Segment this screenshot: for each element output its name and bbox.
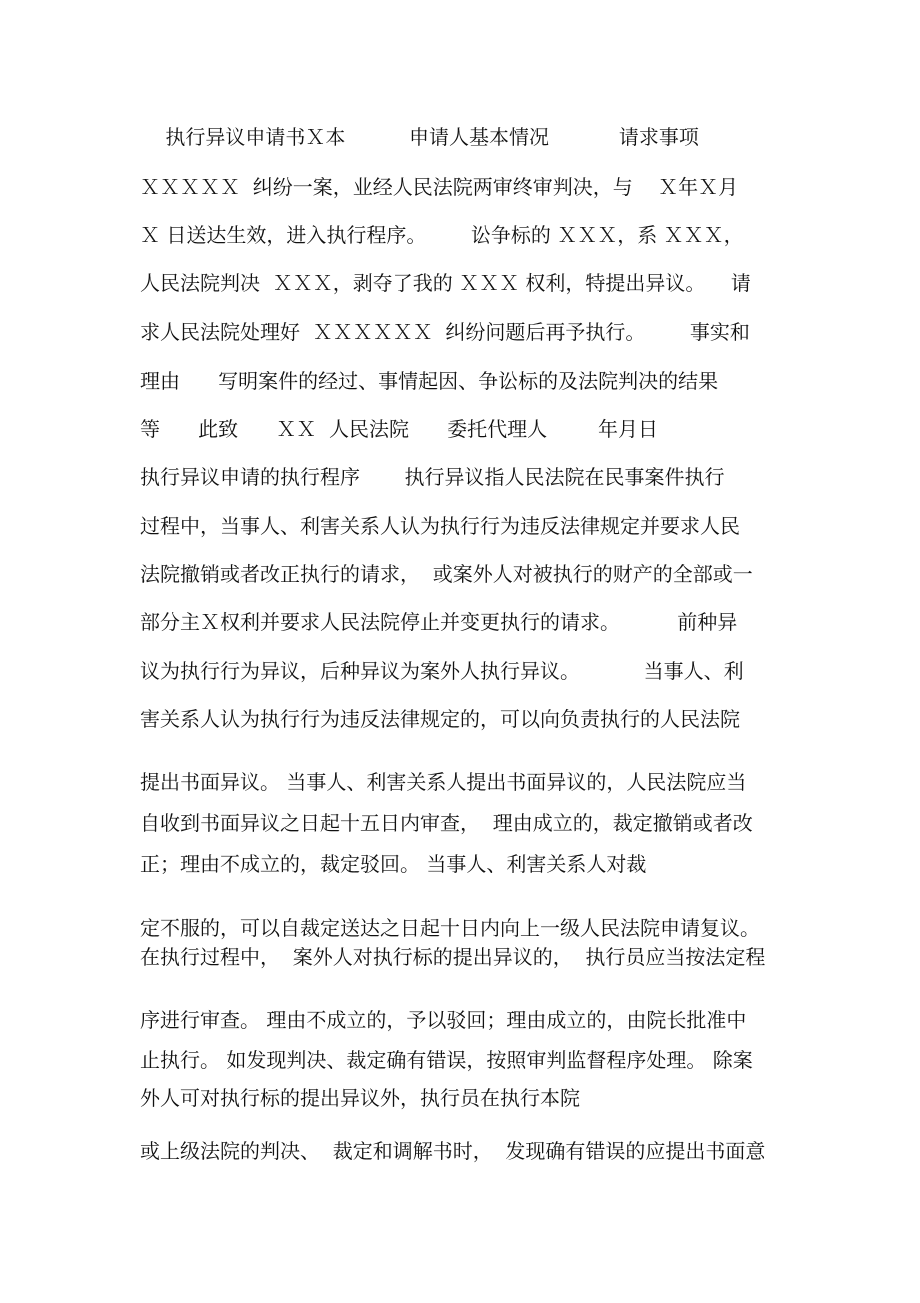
text-line: Ｘ 日送达生效，进入执行程序。 讼争标的 ＸＸＸ，系 ＸＸＸ，	[140, 223, 744, 247]
text-line: 人民法院判决 ＸＸＸ，剥夺了我的 ＸＸＸ 权利，特提出异议。 请	[140, 271, 751, 295]
text-line: 在执行过程中， 案外人对执行标的提出异议的， 执行员应当按法定程	[140, 945, 766, 969]
text-line: 外人可对执行标的提出异议外，执行员在执行本院	[140, 1086, 580, 1110]
text-line: 执行异议申请的执行程序 执行异议指人民法院在民事案件执行	[140, 465, 725, 489]
text-line: ＸＸＸＸＸ 纠纷一案，业经人民法院两审终审判决，与 Ｘ年Ｘ月	[140, 175, 739, 199]
text-line: 法院撤销或者改正执行的请求， 或案外人对被执行的财产的全部或一	[140, 562, 753, 586]
text-line: 或上级法院的判决、 裁定和调解书时， 发现确有错误的应提出书面意	[140, 1139, 766, 1163]
text-line: 过程中，当事人、利害关系人认为执行行为违反法律规定并要求人民	[140, 514, 740, 538]
text-line: 理由 写明案件的经过、事情起因、争讼标的及法院判决的结果	[140, 369, 719, 393]
text-line: 求人民法院处理好 ＸＸＸＸＸＸ 纠纷问题后再予执行。 事实和	[140, 320, 750, 344]
text-line: 害关系人认为执行行为违反法律规定的，可以向负责执行的人民法院	[140, 707, 740, 731]
text-line: 提出书面异议。 当事人、利害关系人提出书面异议的，人民法院应当	[140, 770, 747, 794]
text-line: 部分主Ｘ权利并要求人民法院停止并变更执行的请求。 前种异	[140, 610, 738, 634]
text-line: 止执行。 如发现判决、裁定确有错误，按照审判监督程序处理。 除案	[140, 1048, 753, 1072]
text-line: 序进行审查。 理由不成立的，予以驳回；理由成立的，由院长批准中	[140, 1008, 747, 1032]
text-line: 等 此致 ＸＸ 人民法院 委托代理人 年月日	[140, 417, 659, 441]
text-line: 定不服的，可以自裁定送达之日起十日内向上一级人民法院申请复议。	[140, 916, 760, 940]
text-line: 正；理由不成立的，裁定驳回。 当事人、利害关系人对裁	[140, 852, 647, 876]
text-line: 议为执行行为异议，后种异议为案外人执行异议。 当事人、利	[140, 659, 744, 683]
text-line: 执行异议申请书Ｘ本 申请人基本情况 请求事项	[140, 125, 699, 149]
text-line: 自收到书面异议之日起十五日内审查， 理由成立的，裁定撤销或者改	[140, 811, 753, 835]
